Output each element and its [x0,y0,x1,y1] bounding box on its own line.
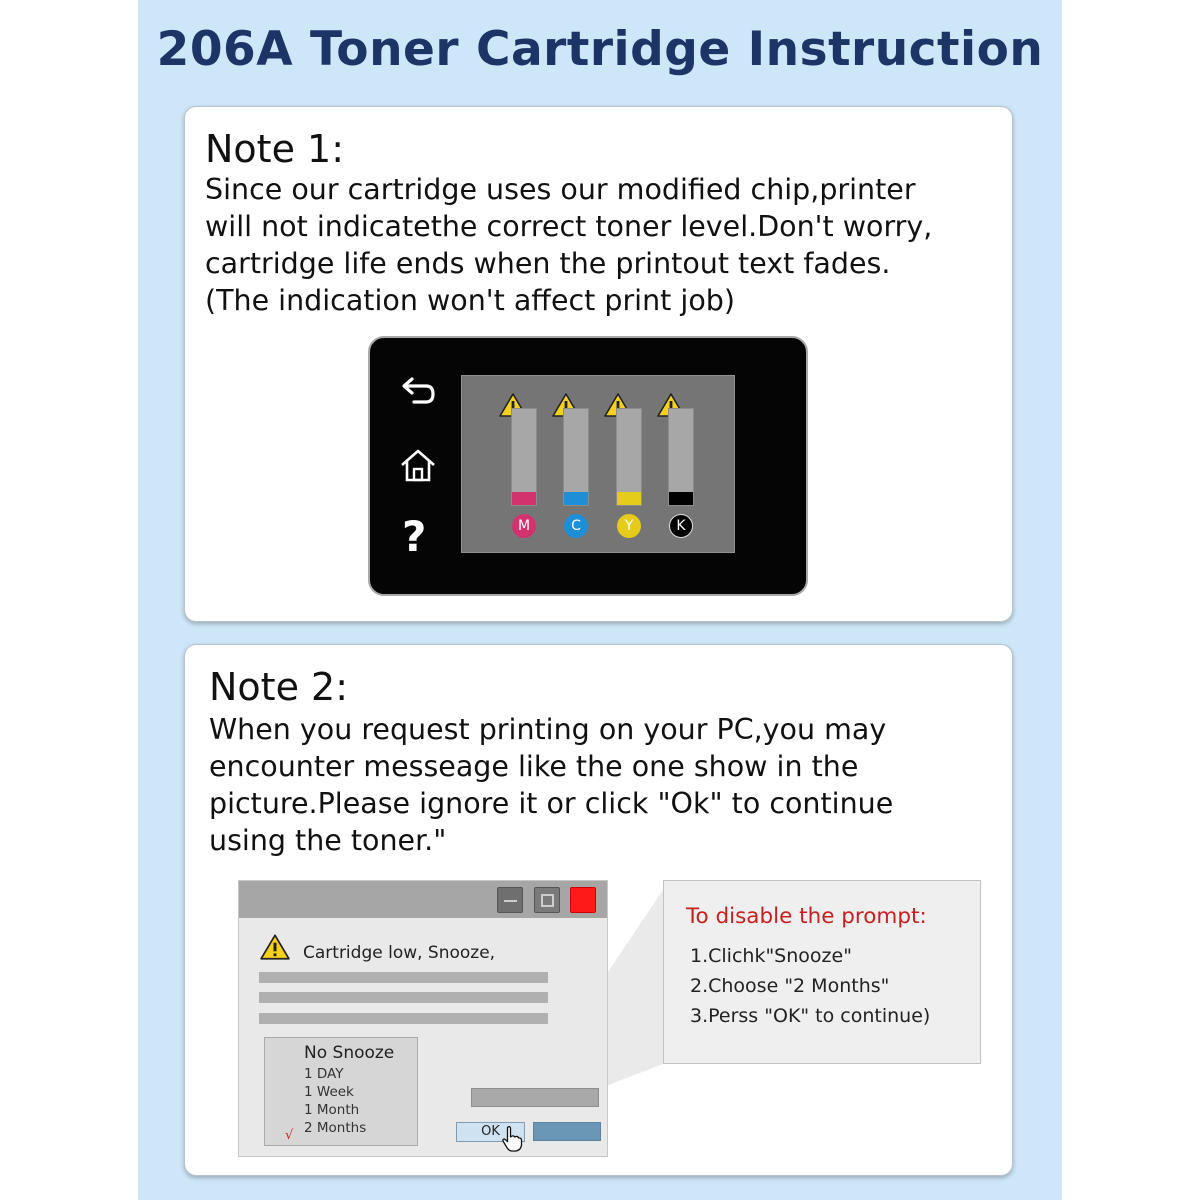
toner-label-black: K [669,514,693,538]
warning-triangle-icon [259,933,291,961]
close-button[interactable] [570,887,596,913]
toner-bar-magenta [511,408,537,506]
toner-bar-yellow [616,408,642,506]
callout-step: 3.Perss "OK" to continue) [690,1005,931,1027]
note-1-card [184,106,1013,622]
note-1-line: will not indicatethe correct toner level.Don't worry, [205,210,933,243]
note-1-line: (The indication won't affect print job) [205,284,735,317]
snooze-option-selected[interactable]: 2 Months [304,1120,367,1136]
minimize-icon [504,900,517,902]
back-arrow-icon [398,374,438,414]
help-icon: ? [402,512,427,561]
printer-display-panel [368,336,808,596]
snooze-option[interactable]: 1 DAY [304,1066,344,1082]
cartridge-low-dialog [238,880,608,1157]
page-title: 206A Toner Cartridge Instruction [156,22,1044,77]
snooze-option[interactable]: 1 Month [304,1102,360,1118]
note-2-line: using the toner." [209,824,447,857]
toner-bar-cyan [563,408,589,506]
placeholder-line [259,972,548,983]
note-2-card [184,644,1013,1176]
toner-level-screen [461,375,735,553]
note-2-line: When you request printing on your PC,you may [209,713,887,746]
callout-heading: To disable the prompt: [686,904,927,929]
selected-check-icon: √ [285,1128,294,1143]
note-1-text [205,171,932,319]
toner-label-cyan: C [564,514,588,538]
ok-button[interactable]: OK [456,1122,525,1142]
maximize-button[interactable] [534,887,560,913]
hand-cursor-icon [501,1125,523,1153]
note-1-line: Since our cartridge uses our modified chip,printer [205,173,916,206]
home-icon [398,446,438,486]
note-2-heading: Note 2: [209,665,349,709]
disable-prompt-callout [663,880,981,1064]
snooze-listbox[interactable] [264,1037,418,1146]
minimize-button[interactable] [497,887,523,913]
toner-label-yellow: Y [617,514,641,538]
toner-label-magenta: M [512,514,536,538]
callout-step: 2.Choose "2 Months" [690,975,890,997]
placeholder-line [259,1013,548,1024]
note-1-line: cartridge life ends when the printout text fades. [205,247,891,280]
toner-bar-black [668,408,694,506]
dialog-message: Cartridge low, Snooze, [303,943,496,963]
note-2-line: encounter messeage like the one show in the [209,750,859,783]
maximize-icon [541,894,554,907]
snooze-option[interactable]: 1 Week [304,1084,354,1100]
note-2-line: picture.Please ignore it or click "Ok" to continue [209,787,894,820]
snooze-header: No Snooze [304,1043,395,1063]
dialog-blank-button[interactable] [471,1088,599,1107]
placeholder-line [259,992,548,1003]
dialog-secondary-button[interactable] [533,1122,601,1141]
note-1-heading: Note 1: [205,127,345,171]
callout-step: 1.Clichk"Snooze" [690,945,852,967]
dialog-title-bar [239,881,607,918]
